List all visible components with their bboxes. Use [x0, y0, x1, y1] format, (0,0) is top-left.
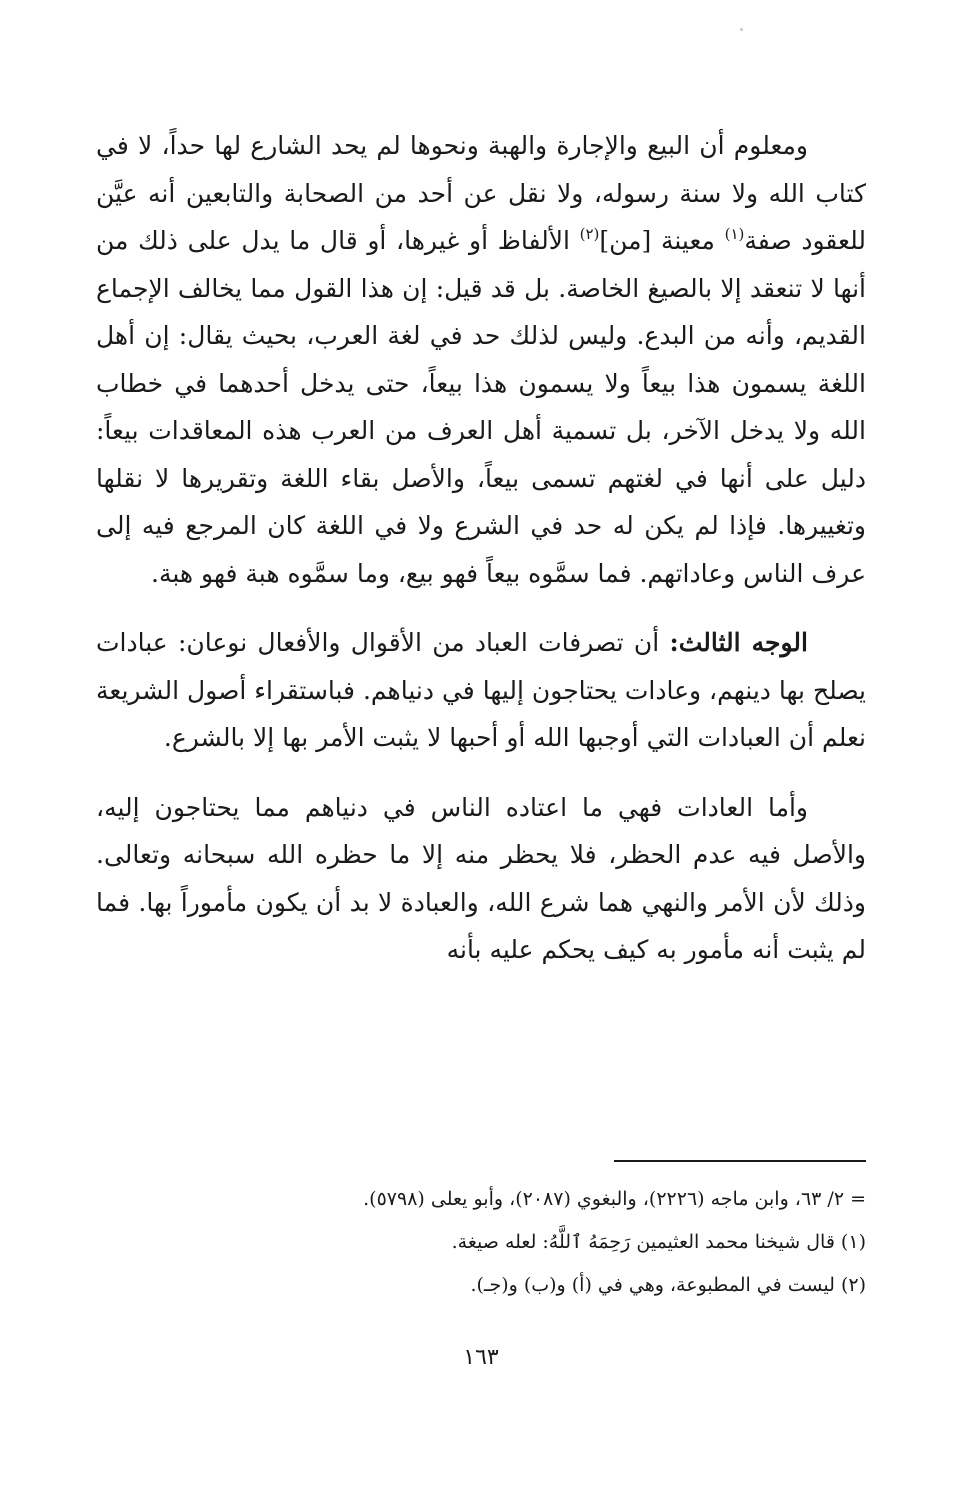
footnote-1: (١) قال شيخنا محمد العثيمين رَحِمَهُ ٱللَّهُ: لعله صيغة.: [451, 1231, 866, 1253]
paragraph-2-text: أن تصرفات العباد من الأقوال والأفعال نوعان: عبادات يصلح بها دينهم، وعادات يحتاجون إليها في دنياهم. فباستقراء أصول الشريعة نعلم أن العبادات التي أوجبها الله أو أحبها لا يثبت الأمر بها إلا بالشرع.: [96, 628, 866, 752]
main-text: [96, 122, 866, 974]
paragraph-1-part-2: معينة [من]: [599, 226, 725, 255]
section-heading: الوجه الثالث:: [669, 628, 808, 657]
paragraph-3-text: وأما العادات فهي ما اعتاده الناس في دنياهم مما يحتاجون إليه، والأصل فيه عدم الحظر، فلا يحظر منه إلا ما حظره الله سبحانه وتعالى. وذلك لأن الأمر والنهي هما شرع الله، والعبادة لا بد أن يكون مأموراً بها. فما لم يثبت أنه مأمور به كيف يحكم عليه بأنه: [96, 792, 866, 964]
footnote-continuation: = ٢/ ٦٣، وابن ماجه (٢٢٢٦)، والبغوي (٢٠٨٧)، وأبو يعلى (٥٧٩٨).: [363, 1188, 866, 1210]
scan-speck: [740, 28, 743, 31]
footnote-ref-2: (٢): [579, 225, 600, 243]
paragraph-1-part-1: ومعلوم أن البيع والإجارة والهبة ونحوها لم يحد الشارع لها حداً، لا في كتاب الله ولا سنة رسوله، ولا نقل عن أحد من الصحابة والتابعين أنه عيَّن للعقود صفة: [96, 131, 866, 255]
footnote-ref-1: (١): [724, 225, 745, 243]
footnote-divider: [614, 1160, 866, 1162]
page-number: ١٦٣: [463, 1345, 499, 1370]
paragraph-3: [96, 784, 866, 974]
footnotes: [96, 1178, 866, 1307]
paragraph-1: [96, 122, 866, 597]
footnote-2: (٢) ليست في المطبوعة، وهي في (أ) و(ب) و(جـ).: [470, 1274, 866, 1296]
paragraph-1-part-3: الألفاظ أو غيرها، أو قال ما يدل على ذلك من أنها لا تنعقد إلا بالصيغ الخاصة. بل قد قيل: إن هذا القول مما يخالف الإجماع القديم، وأنه من البدع. وليس لذلك حد في لغة العرب، بحيث يقال: إن أهل اللغة يسمون هذا بيعاً ولا يسمون هذا بيعاً، حتى يدخل أحدهما في خطاب الله ولا يدخل الآخر، بل تسمية أهل العرف من العرب هذه المعاقدات بيعاً: دليل على أنها في لغتهم تسمى بيعاً، والأصل بقاء اللغة وتقريرها لا نقلها وتغييرها. فإذا لم يكن له حد في الشرع ولا في اللغة كان المرجع فيه إلى عرف الناس وعاداتهم. فما سمَّوه بيعاً فهو بيع، وما سمَّوه هبة فهو هبة.: [96, 226, 866, 588]
paragraph-2: [96, 619, 866, 762]
